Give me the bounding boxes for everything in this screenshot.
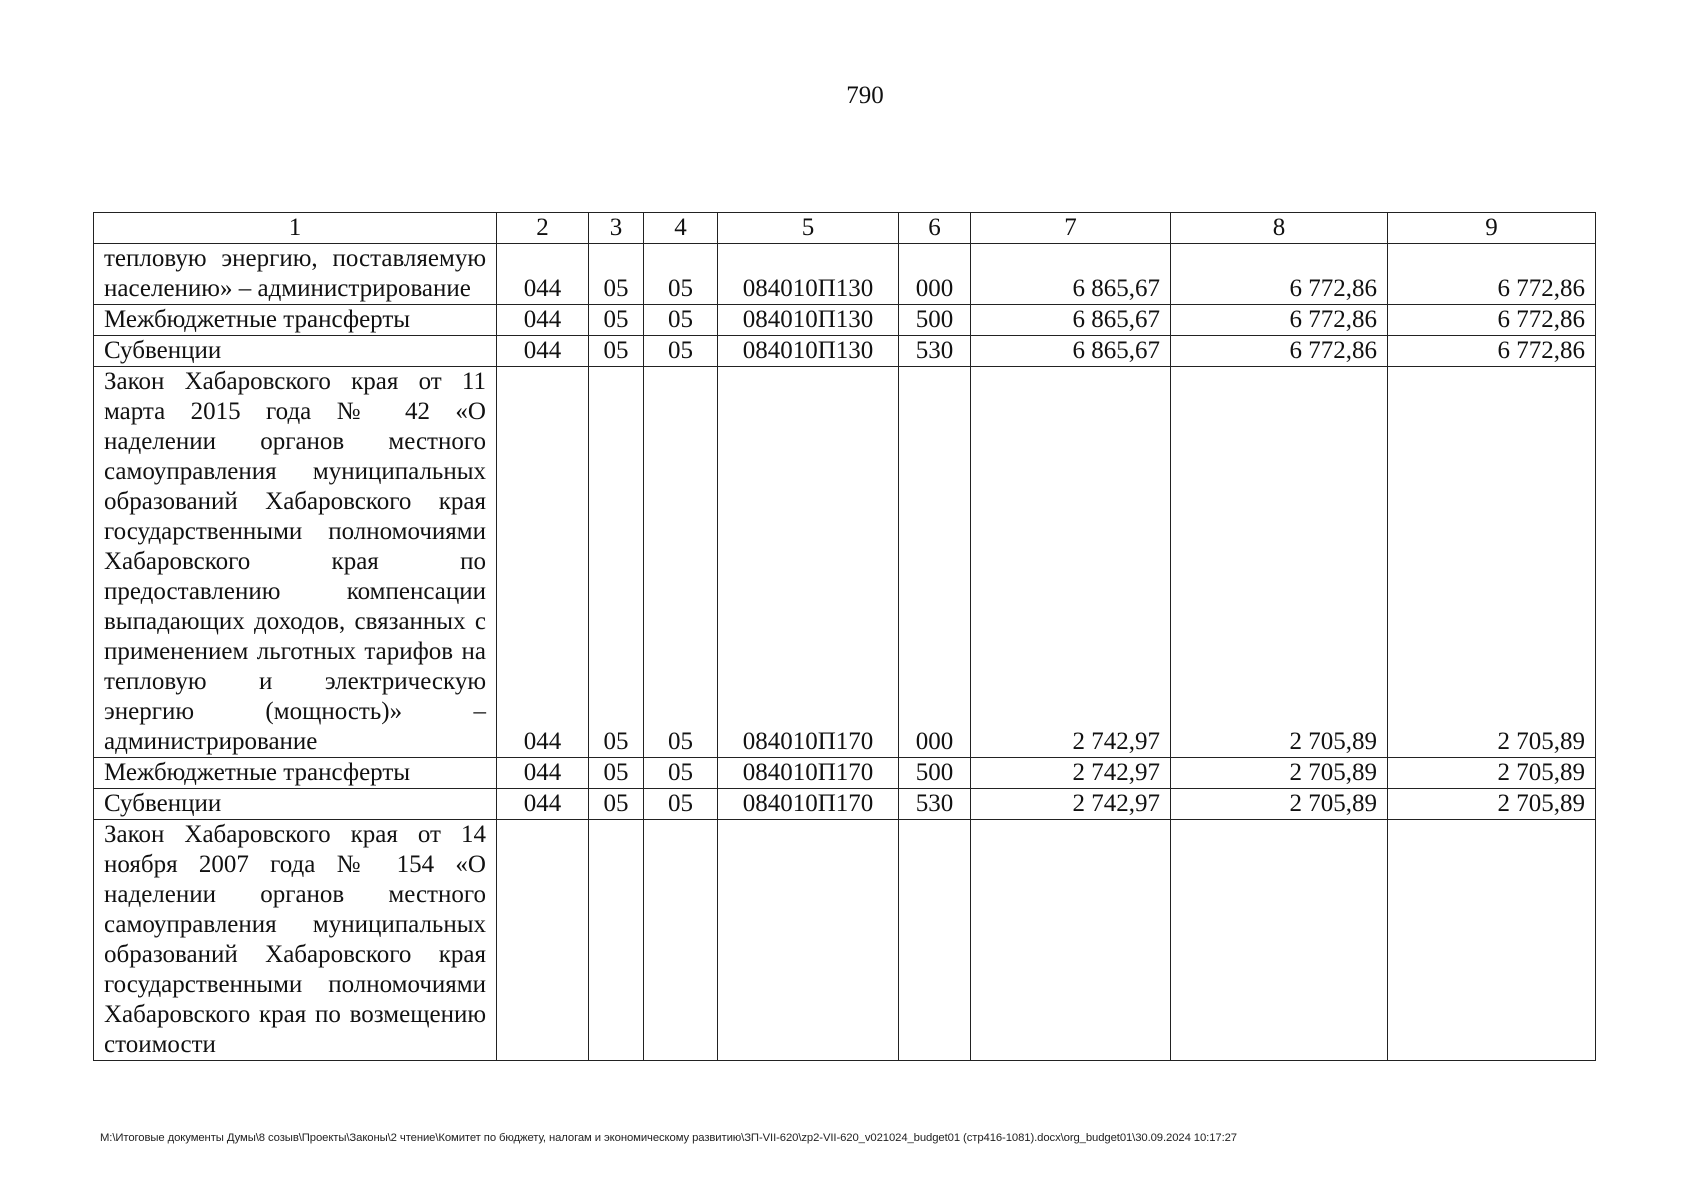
cell-ministry-code: 044 [497,244,589,305]
cell-amount-3: 2 705,89 [1388,758,1596,789]
column-header: 5 [718,213,899,244]
cell-amount-3: 2 705,89 [1388,789,1596,820]
table-row [94,367,1596,758]
cell-amount-1: 6 865,67 [971,336,1171,367]
cell-target-article: 084010П170 [718,789,899,820]
document-file-path: M:\Итоговые документы Думы\8 созыв\Проекты\Законы\2 чтение\Комитет по бюджету, налогам и экономическому развитию\ЗП-VII-620\zp2-VII-620_v021024_budget01 (стр416-1081).docx\org_budget01\30.09.2024 10:17:27 [100,1132,1237,1144]
row-description: Субвенции [94,336,497,367]
row-description: тепловую энергию, поставляемую населению» – администрирование [94,244,497,305]
cell-amount-1: 2 742,97 [971,789,1171,820]
cell-expense-type: 000 [899,244,971,305]
column-header: 3 [589,213,644,244]
cell-amount-2: 2 705,89 [1171,758,1388,789]
cell-amount-2: 6 772,86 [1171,244,1388,305]
cell-amount-2: 6 772,86 [1171,336,1388,367]
cell-ministry-code [497,820,589,1061]
table-row [94,820,1596,1061]
cell-ministry-code: 044 [497,367,589,758]
column-header: 6 [899,213,971,244]
cell-amount-3: 2 705,89 [1388,367,1596,758]
column-header: 9 [1388,213,1596,244]
cell-target-article [718,820,899,1061]
cell-expense-type: 500 [899,758,971,789]
cell-section: 05 [589,305,644,336]
cell-section [589,820,644,1061]
table-row [94,305,1596,336]
table-row [94,336,1596,367]
cell-ministry-code: 044 [497,336,589,367]
row-description: Субвенции [94,789,497,820]
budget-table [93,212,1596,1061]
column-header: 2 [497,213,589,244]
cell-amount-3: 6 772,86 [1388,305,1596,336]
cell-target-article: 084010П130 [718,305,899,336]
cell-amount-3: 6 772,86 [1388,244,1596,305]
cell-section: 05 [589,367,644,758]
cell-amount-3 [1388,820,1596,1061]
cell-target-article: 084010П130 [718,244,899,305]
cell-ministry-code: 044 [497,305,589,336]
table-row [94,244,1596,305]
cell-target-article: 084010П130 [718,336,899,367]
row-description: Закон Хабаровского края от 14 ноября 2007 года № 154 «О наделении органов местного самоуправления муниципальных образований Хабаровского края государственными полномочиями Хабаровского края по возмещению стоимости [94,820,497,1061]
cell-section: 05 [589,244,644,305]
cell-amount-1 [971,820,1171,1061]
cell-amount-2 [1171,820,1388,1061]
column-header: 1 [94,213,497,244]
cell-amount-1: 2 742,97 [971,758,1171,789]
cell-subsection: 05 [644,305,718,336]
cell-target-article: 084010П170 [718,367,899,758]
cell-subsection: 05 [644,336,718,367]
cell-amount-1: 2 742,97 [971,367,1171,758]
cell-section: 05 [589,336,644,367]
cell-amount-2: 2 705,89 [1171,789,1388,820]
table-header-row [94,213,1596,244]
cell-expense-type: 500 [899,305,971,336]
column-header: 4 [644,213,718,244]
cell-amount-1: 6 865,67 [971,305,1171,336]
cell-ministry-code: 044 [497,758,589,789]
cell-subsection [644,820,718,1061]
cell-subsection: 05 [644,367,718,758]
cell-expense-type: 530 [899,789,971,820]
cell-section: 05 [589,758,644,789]
cell-target-article: 084010П170 [718,758,899,789]
cell-amount-2: 2 705,89 [1171,367,1388,758]
cell-section: 05 [589,789,644,820]
column-header: 8 [1171,213,1388,244]
cell-subsection: 05 [644,244,718,305]
cell-amount-3: 6 772,86 [1388,336,1596,367]
column-header: 7 [971,213,1171,244]
cell-ministry-code: 044 [497,789,589,820]
cell-subsection: 05 [644,789,718,820]
cell-amount-2: 6 772,86 [1171,305,1388,336]
row-description: Закон Хабаровского края от 11 марта 2015 года № 42 «О наделении органов местного самоуправления муниципальных образований Хабаровского края государственными полномочиями Хабаровского края по предоставлению компенсации выпадающих доходов, связанных с применением льготных тарифов на тепловую и электрическую энергию (мощность)» – администрирование [94,367,497,758]
row-description: Межбюджетные трансферты [94,758,497,789]
table-row [94,789,1596,820]
cell-expense-type: 000 [899,367,971,758]
row-description: Межбюджетные трансферты [94,305,497,336]
cell-expense-type: 530 [899,336,971,367]
page-number: 790 [846,82,884,109]
table-row [94,758,1596,789]
cell-subsection: 05 [644,758,718,789]
cell-expense-type [899,820,971,1061]
cell-amount-1: 6 865,67 [971,244,1171,305]
